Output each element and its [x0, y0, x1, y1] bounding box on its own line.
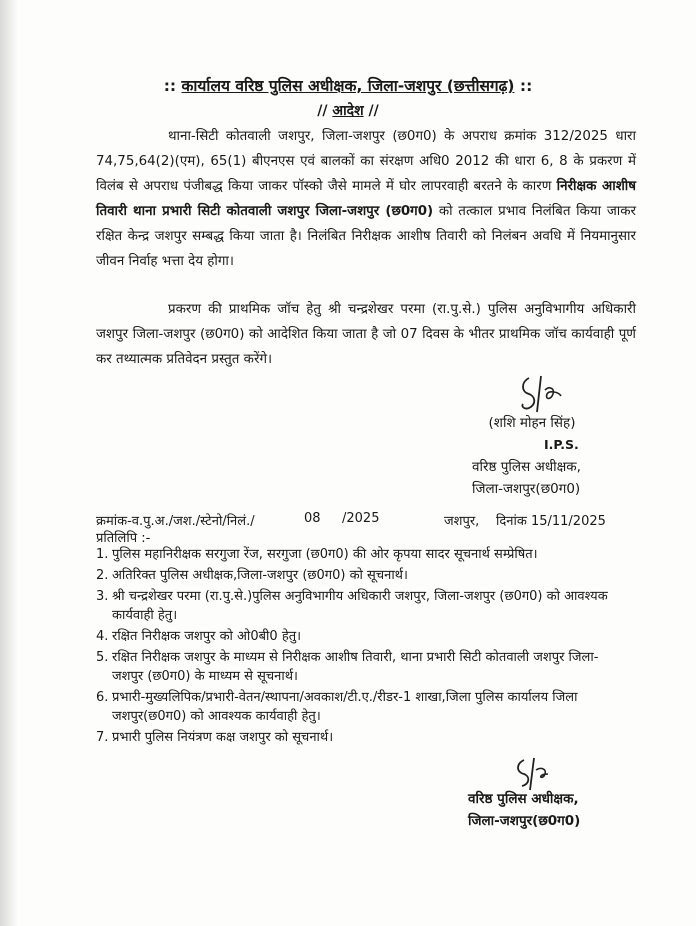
reference-place: जशपुर,: [444, 514, 480, 529]
signatory-designation: वरिष्ठ पुलिस अधीक्षक,: [472, 459, 581, 475]
order-title-left: //: [317, 103, 328, 119]
list-item-number: 2.: [96, 568, 109, 583]
order-paragraph-2: प्रकरण की प्राथमिक जॉच हेतु श्री चन्द्रशेखर परमा (रा.पु.से.) पुलिस अनुविभागीय अधिकारी जशपुर जिला-जशपुर (छ0ग0) को आदेशित किया जाता है जो 07 दिवस के भीतर प्राथमिक जॉच कार्यवाही पूर्ण कर तथ्यात्मक प्रतिवेदन प्रस्तुत करेंगे।: [96, 302, 636, 367]
copy-to-label: प्रतिलिपि :-: [96, 531, 151, 546]
list-item-number: 6.: [96, 690, 109, 705]
paragraph1-text-b: को तत्काल प्रभाव निलंबित किया जाकर रक्षित केन्द्र जशपुर सम्बद्ध किया जाता है। निलंबित निरीक्षक आशीष तिवारी को निलंबन अवधि में नियमानुसार जीवन निर्वाह भत्ता देय होगा।: [96, 204, 636, 269]
footer-signatory-designation: वरिष्ठ पुलिस अधीक्षक,: [468, 791, 579, 807]
list-item-text: रक्षित निरीक्षक जशपुर के माध्यम से निरीक्षक आशीष तिवारी, थाना प्रभारी सिटी कोतवाली जशपुर जिला-जशपुर (छ0ग0) के माध्यम से सूचनार्थ।: [112, 650, 599, 684]
reference-date: दिनांक 15/11/2025: [496, 514, 606, 529]
reference-year: /2025: [342, 511, 380, 526]
copy-to-list: [96, 545, 626, 749]
order-paragraph-1: [96, 124, 636, 274]
list-item-number: 7.: [96, 730, 109, 745]
signatory-district: जिला-जशपुर(छ0ग0): [472, 481, 581, 497]
order-title-right: //: [368, 103, 379, 119]
signatory-name: (शशि मोहन सिंह): [488, 415, 576, 431]
list-item-text: रक्षित निरीक्षक जशपुर को ओ0बी0 हेतु।: [112, 629, 302, 644]
order-title: [0, 101, 696, 120]
header-suffix: ::: [519, 77, 533, 95]
list-item-text: प्रभारी-मुख्यलिपिक/प्रभारी-वेतन/स्थापना/अवकाश/टी.ए./रीडर-1 शाखा,जिला पुलिस कार्यालय जिला जशपुर(छ0ग0) को आवश्यक कार्यवाही हेतु।: [112, 690, 578, 724]
list-item: [96, 566, 626, 585]
header-prefix: ::: [163, 77, 177, 95]
reference-number: 08: [304, 511, 321, 526]
signatory-block: [472, 412, 672, 500]
list-item-text: पुलिस महानिरीक्षक सरगुजा रेंज, सरगुजा (छ0ग0) की ओर कृपया सादर सूचनार्थ सम्प्रेषित।: [112, 547, 538, 562]
list-item-number: 5.: [96, 650, 109, 665]
list-item: [96, 627, 626, 646]
footer-signatory-district: जिला-जशपुर(छ0ग0): [468, 813, 581, 829]
list-item-number: 1.: [96, 547, 109, 562]
paragraph1-text-a: थाना-सिटी कोतवाली जशपुर, जिला-जशपुर (छ0ग0) के अपराध क्रमांक 312/2025 धारा 74,75,64(2)(एम), 65(1) बीएनएस एवं बालकों का संरक्षण अधि0 2012 की धारा 6, 8 के प्रकरण में विलंब से अपराध पंजीबद्ध किया जाकर पॉस्को जैसे मामले में घोर लापरवाही बरतने के कारण: [96, 129, 636, 194]
list-item-text: अतिरिक्त पुलिस अधीक्षक,जिला-जशपुर (छ0ग0) को सूचनार्थ।: [112, 568, 408, 583]
paragraph1-bold-text: निरीक्षक आशीष तिवारी थाना प्रभारी सिटी कोतवाली जशपुर जिला-जशपुर (छ0ग0): [96, 179, 637, 219]
reference-line: [96, 511, 626, 529]
order-title-word: आदेश: [332, 103, 364, 119]
signatory-service: I.P.S.: [544, 437, 579, 452]
list-item-text: श्री चन्द्रशेखर परमा (रा.पु.से.)पुलिस अनुविभागीय अधिकारी जशपुर, जिला-जशपुर (छ0ग0) को आवश्यक कार्यवाही हेतु।: [112, 589, 608, 623]
list-item-number: 4.: [96, 629, 109, 644]
list-item: [96, 587, 626, 625]
list-item: [96, 648, 626, 686]
list-item: [96, 545, 626, 564]
list-item-text: प्रभारी पुलिस नियंत्रण कक्ष जशपुर को सूचनार्थ।: [112, 730, 334, 745]
footer-signatory-block: [468, 788, 668, 832]
list-item-number: 3.: [96, 589, 109, 604]
reference-number-prefix: क्रमांक-व.पु.अ./जश./स्टेनो/निलं./: [96, 514, 255, 529]
page-edge-shadow: [0, 0, 18, 926]
list-item: [96, 688, 626, 726]
office-header: [60, 74, 636, 96]
list-item: [96, 728, 626, 747]
office-title: कार्यालय वरिष्ठ पुलिस अधीक्षक, जिला-जशपुर (छत्तीसगढ़): [181, 77, 515, 95]
